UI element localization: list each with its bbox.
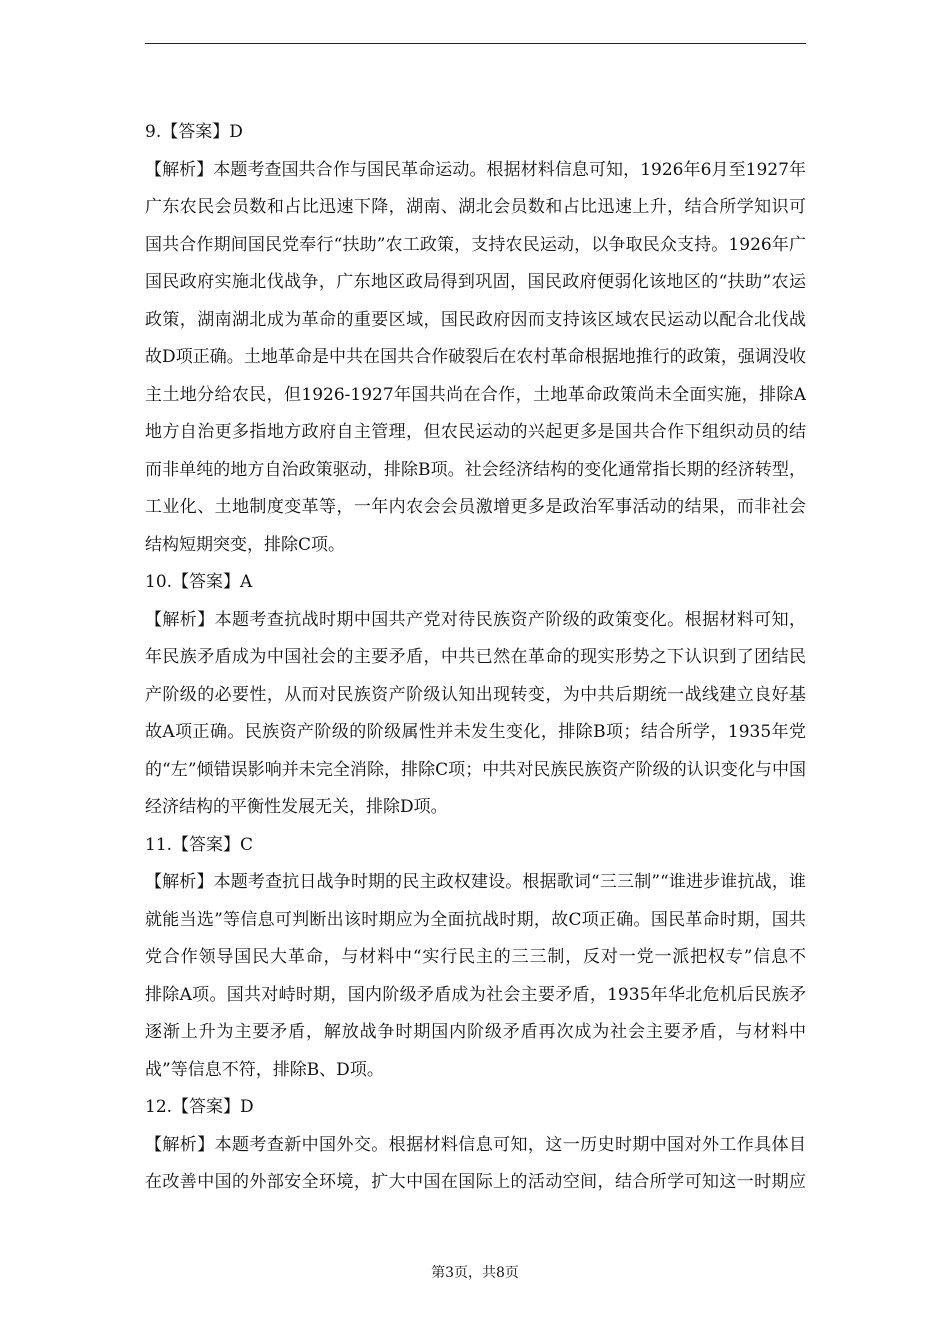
explanation-line: 工业化、土地制度变革等，一年内农会会员激增更多是政治军事活动的结果，而非社会 [145,497,806,517]
explanation-line: 政策，湖南湖北成为革命的重要区域，国民政府因而支持该区域农民运动以配合北伐战 [145,309,806,330]
answer-section [145,827,806,1090]
answer-heading: 12.【答案】D [145,1097,254,1117]
explanation-line: 结构短期突变，排除C项。 [145,534,346,555]
explanation-line: 广东农民会员数和占比迅速下降，湖南、湖北会员数和占比迅速上升，结合所学知识可 [145,197,806,217]
explanation-line: 【解析】本题考查新中国外交。根据材料信息可知，这一历史时期中国对外工作具体目 [145,1134,806,1155]
explanation-line: 战”等信息不符，排除B、D项。 [145,1059,384,1080]
explanation-line: 【解析】本题考查国共合作与国民革命运动。根据材料信息可知，1926年6月至1927年 [145,159,806,180]
answer-section [145,114,806,564]
answer-heading: 11.【答案】C [145,834,254,855]
header-rule [145,43,806,44]
answer-section [145,1089,806,1202]
explanation-line: 国民政府实施北伐战争，广东地区政局得到巩固，国民政府便弱化该地区的“扶助”农运 [145,272,806,292]
explanation-line: 党合作领导国民大革命，与材料中“实行民主的三三制，反对一党一派把权专”信息不 [145,947,806,967]
explanation-line: 故A项正确。民族资产阶级的阶级属性并未发生变化，排除B项；结合所学，1935年党 [145,722,806,742]
explanation-line: 【解析】本题考查抗日战争时期的民主政权建设。根据歌词“三三制”“谁进步谁抗战，谁 [145,872,806,892]
explanation-line: 国共合作期间国民党奉行“扶助”农工政策，支持农民运动，以争取民众支持。1926年广 [145,234,806,255]
explanation-line: 就能当选”等信息可判断出该时期应为全面抗战时期，故C项正确。国民革命时期，国共 [145,909,806,930]
explanation-line: 排除A项。国共对峙时期，国内阶级矛盾成为社会主要矛盾，1935年华北危机后民族矛 [145,984,806,1005]
explanation-line: 主土地分给农民，但1926-1927年国共尚在合作，土地革命政策尚未全面实施，排除A [145,384,806,405]
explanation-line: 故D项正确。土地革命是中共在国共合作破裂后在农村革命根据地推行的政策，强调没收 [145,347,806,367]
answer-heading: 10.【答案】A [145,572,253,592]
explanation-line: 逐渐上升为主要矛盾，解放战争时期国内阶级矛盾再次成为社会主要矛盾，与材料中 [145,1022,806,1042]
explanation-line: 而非单纯的地方自治政策驱动，排除B项。社会经济结构的变化通常指长期的经济转型， [145,459,806,480]
explanation-line: 的“左”倾错误影响并未完全消除，排除C项；中共对民族民族资产阶级的认识变化与中国 [145,759,806,780]
answer-section [145,564,806,827]
explanation-line: 【解析】本题考查抗战时期中国共产党对待民族资产阶级的政策变化。根据材料可知， [145,609,806,630]
explanation-line: 在改善中国的外部安全环境，扩大中国在国际上的活动空间，结合所学可知这一时期应 [145,1172,806,1192]
page-number: 第3页，共8页 [431,1265,519,1281]
explanation-line: 经济结构的平衡性发展无关，排除D项。 [145,797,448,817]
answer-heading: 9.【答案】D [145,122,243,142]
explanation-line: 年民族矛盾成为中国社会的主要矛盾，中共已然在革命的现实形势之下认识到了团结民 [145,647,806,667]
explanation-line: 产阶级的必要性，从而对民族资产阶级认知出现转变，为中共后期统一战线建立良好基 [145,684,806,705]
explanation-line: 地方自治更多指地方政府自主管理，但农民运动的兴起更多是国共合作下组织动员的结 [145,422,806,442]
answer-explanations [145,114,806,1202]
